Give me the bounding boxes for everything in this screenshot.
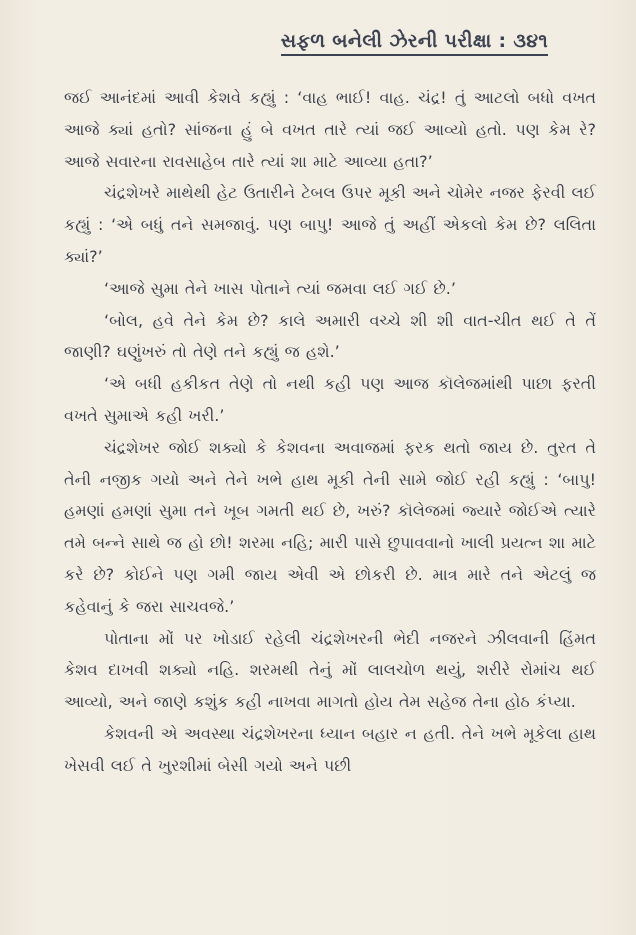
body-text: [64, 82, 596, 782]
running-header: [64, 30, 596, 52]
paragraph-2: ચંદ્રશેખરે માથેથી હેટ ઉતારીને ટેબલ ઉપર મૂકી અને ચોમેર નજર ફેરવી લઈ કહ્યું : ‘એ બધું તને સમજાવું. પણ બાપુ! આજે તું અહીં એકલો કેમ છે? લલિતા ક્યાં?’: [64, 183, 596, 266]
paragraph-5: ‘એ બધી હકીકત તેણે તો નથી કહી પણ આજ કૉલેજમાંથી પાછા ફરતી વખતે સુમાએ કહી ખરી.’: [64, 374, 596, 425]
paragraph-7: પોતાના મોં પર ખોડાઈ રહેલી ચંદ્રશેખરની ભેદી નજરને ઝીલવાની હિંમત કેશવ દાખવી શક્યો નહિ. શરમથી તેનું મોં લાલચોળ થયું, શરીરે રોમાંચ થઈ આવ્યો, અને જાણે કશુંક કહી નાખવા માગતો હોય તેમ સહેજ તેના હોઠ કંપ્યા.: [64, 628, 596, 712]
running-title: સફળ બનેલી ઝેરની પરીક્ષા : ૩૪૧: [281, 30, 548, 56]
paragraph-3: ‘આજે સુમા તેને ખાસ પોતાને ત્યાં જમવા લઈ ગઈ છે.’: [104, 278, 456, 298]
paragraph-4: ‘બોલ, હવે તેને કેમ છે? કાલે અમારી વચ્ચે શી શી વાત-ચીત થઈ તે તેં જાણી? ઘણુંખરું તો તેણે તને કહ્યું જ હશે.’: [64, 310, 596, 362]
paragraph-1: જઈ આનંદમાં આવી કેશવે કહ્યું : ‘વાહ ભાઈ! વાહ. ચંદ્ર! તું આટલો બધો વખત આજે ક્યાં હતો? સાંજના હું બે વખત તારે ત્યાં જઈ આવ્યો હતો. પણ કેમ રે? આજે સવારના રાવસાહેબ તારે ત્યાં શા માટે આવ્યા હતા?’: [64, 88, 596, 171]
paragraph-6: ચંદ્રશેખર જોઈ શક્યો કે કેશવના અવાજમાં ફરક થતો જાય છે. તુરત તે તેની નજીક ગયો અને તેને ખભે હાથ મૂકી તેની સામે જોઈ રહી કહ્યું : ‘બાપુ! હમણાં હમણાં સુમા તને ખૂબ ગમતી થઈ છે, ખરું? કૉલેજમાં જ્યારે જોઈએ ત્યારે તમે બન્ને સાથે જ હો છો! શરમા નહિ; મારી પાસે છુપાવવાનો ખાલી પ્રયત્ન શા માટે કરે છે? કોઈને પણ ગમી જાય એવી એ છોકરી છે. માત્ર મારે તને એટલું જ કહેવાનું કે જરા સાચવજે.’: [64, 437, 596, 616]
paragraph-8: કેશવની એ અવસ્થા ચંદ્રશેખરના ધ્યાન બહાર ન હતી. તેને ખભે મૂકેલા હાથ ખેસવી લઈ તે ખુરશીમાં બેસી ગયો અને પછી: [64, 723, 596, 775]
